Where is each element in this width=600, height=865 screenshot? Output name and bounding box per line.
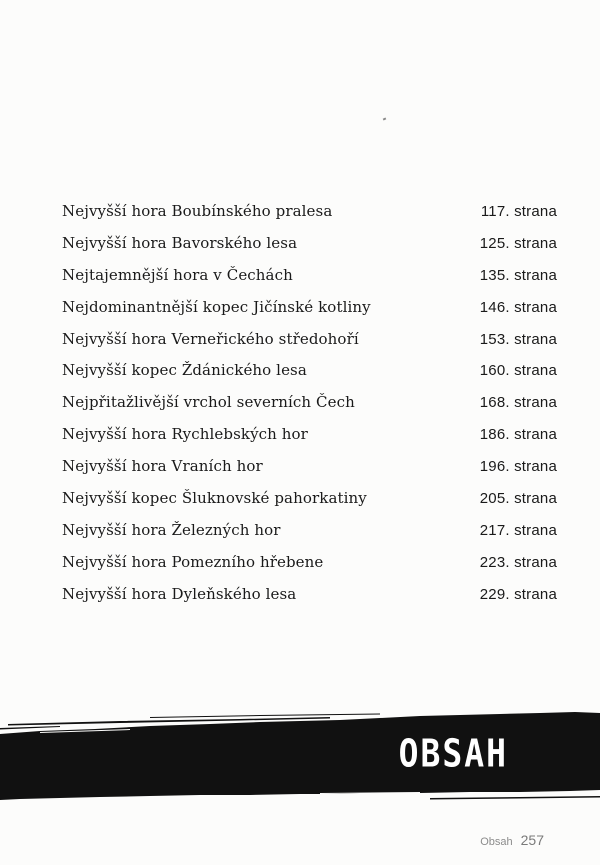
- toc-entry: [62, 425, 557, 457]
- toc-entry-page: 223. strana: [479, 553, 557, 571]
- toc-entry: [62, 553, 557, 585]
- running-footer-section: Obsah: [480, 836, 513, 848]
- brush-stroke-streak: [430, 796, 600, 800]
- brush-stroke-fill: [0, 712, 600, 800]
- brush-stroke-shape: [0, 712, 600, 802]
- toc-entry-title: Nejpřitažlivější vrchol severních Čech: [62, 393, 355, 412]
- toc-entry-title: Nejvyšší hora Rychlebských hor: [62, 425, 308, 444]
- toc-entry-title: Nejvyšší kopec Ždánického lesa: [62, 361, 307, 380]
- section-title: OBSAH: [398, 731, 508, 776]
- toc-entry-title: Nejvyšší hora Dyleňského lesa: [62, 584, 297, 603]
- toc-entry-page: 160. strana: [479, 362, 557, 380]
- table-of-contents: [62, 202, 557, 617]
- toc-entry-title: Nejvyšší hora Bavorského lesa: [62, 233, 298, 252]
- toc-entry-title: Nejvyšší hora Boubínského pralesa: [62, 202, 333, 220]
- page-number: 257: [520, 832, 544, 848]
- toc-entry: [62, 298, 557, 330]
- toc-entry-title: Nejvyšší kopec Šluknovské pahorkatiny: [62, 489, 367, 508]
- toc-entry-page: 186. strana: [479, 426, 557, 444]
- print-speck: [383, 117, 387, 120]
- toc-entry: [62, 266, 557, 298]
- toc-entry-title: Nejvyšší hora Vraních hor: [62, 457, 263, 476]
- toc-entry: [62, 521, 557, 553]
- page-footer: [480, 832, 544, 848]
- toc-entry-page: 217. strana: [479, 521, 557, 539]
- toc-entry: [62, 202, 557, 234]
- toc-entry: [62, 489, 557, 521]
- toc-entry-page: 135. strana: [479, 266, 557, 284]
- toc-entry: [62, 330, 557, 362]
- toc-entry-page: 196. strana: [479, 458, 557, 476]
- toc-entry: [62, 585, 557, 617]
- toc-entry-page: 205. strana: [479, 490, 557, 508]
- section-banner: [0, 712, 600, 802]
- toc-entry-page: 117. strana: [480, 203, 557, 220]
- toc-entry-title: Nejdominantnější kopec Jičínské kotliny: [62, 297, 371, 316]
- toc-entry: [62, 393, 557, 425]
- toc-entry-page: 168. strana: [479, 394, 557, 412]
- toc-entry: [62, 457, 557, 489]
- toc-entry-title: Nejvyšší hora Železných hor: [62, 520, 281, 539]
- toc-entry: [62, 361, 557, 393]
- brush-stroke-streak: [0, 726, 60, 730]
- toc-entry-title: Nejvyšší hora Pomezního hřebene: [62, 552, 324, 571]
- toc-entry: [62, 234, 557, 266]
- toc-entry-title: Nejvyšší hora Verneřického středohoří: [62, 329, 359, 348]
- brush-stroke-streak: [150, 714, 380, 719]
- toc-entry-page: 153. strana: [479, 330, 557, 348]
- toc-entry-page: 229. strana: [479, 585, 557, 603]
- toc-entry-page: 125. strana: [479, 234, 557, 252]
- toc-entry-title: Nejtajemnější hora v Čechách: [62, 265, 293, 284]
- toc-entry-page: 146. strana: [479, 298, 557, 316]
